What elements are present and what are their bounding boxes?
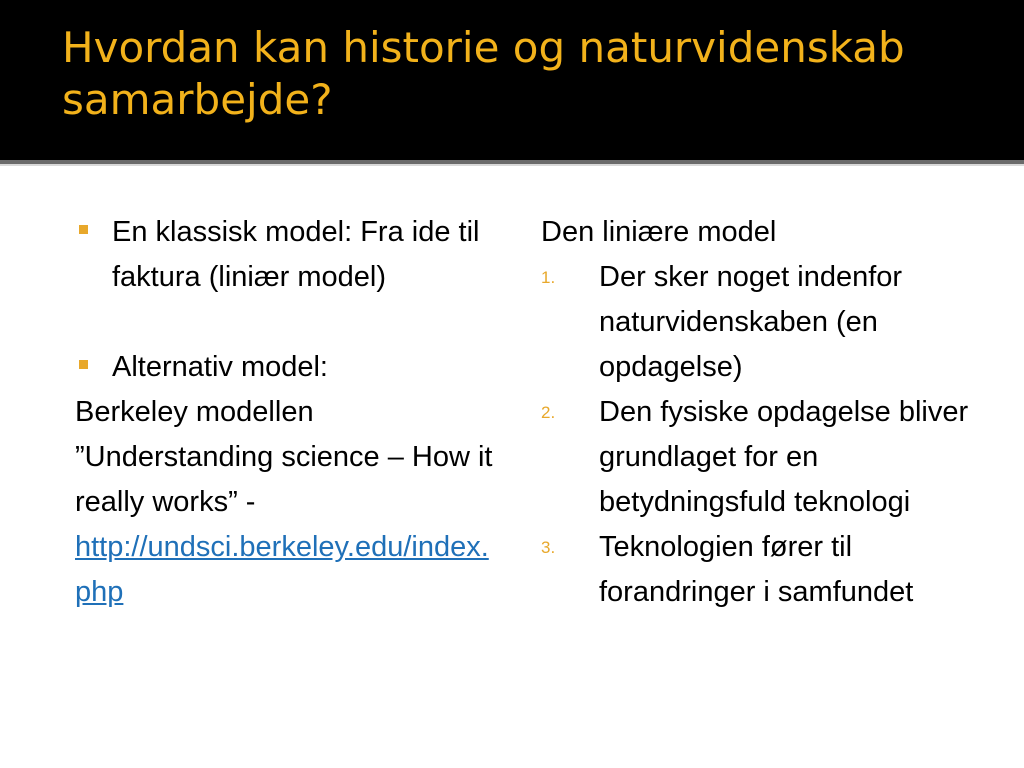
numbered-item [541,255,991,390]
list-heading: Den liniære model [541,216,777,248]
bullet-text: Alternativ model: [112,351,328,383]
item-text: Der sker noget indenfor naturvidenskaben (en opdagelse) [599,261,903,383]
bullet-item [75,210,495,300]
body-text: ”Understanding science – How it really works” - [75,441,493,518]
square-bullet-icon [79,360,88,369]
bullet-text: En klassisk model: Fra ide til faktura (liniær model) [112,216,480,293]
square-bullet-icon [79,225,88,234]
bullet-item [75,345,495,390]
numbered-item [541,525,991,615]
berkeley-link[interactable]: http://undsci.berkeley.edu/index.php [75,531,489,608]
right-column [541,210,991,615]
title-divider-highlight [0,164,1024,166]
spacer [75,300,495,345]
item-number: 2. [541,403,556,422]
item-text: Teknologien fører til forandringer i samfundet [599,531,914,608]
body-text: Berkeley modellen [75,396,314,428]
left-column [75,210,495,615]
numbered-item [541,390,991,525]
item-number: 1. [541,268,556,287]
item-number: 3. [541,538,556,557]
link-paragraph [75,525,495,615]
slide-title: Hvordan kan historie og naturvidenskab samarbejde? [62,23,905,124]
item-text: Den fysiske opdagelse bliver grundlaget for en betydningsfuld teknologi [599,396,969,518]
